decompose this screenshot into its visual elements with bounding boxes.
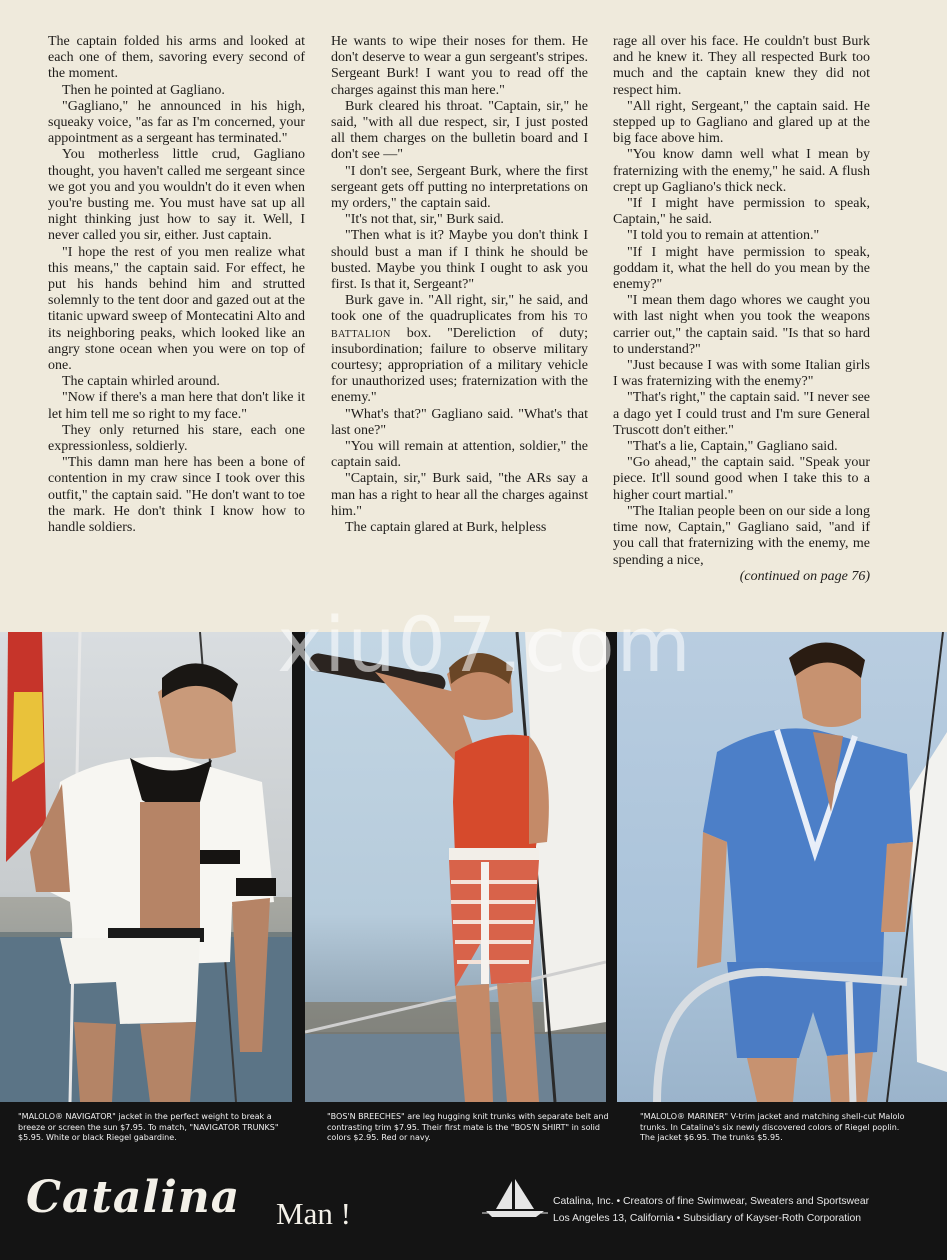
paragraph: "You know damn well what I mean by fraternizing with the enemy," he said. A flush crept up Gagliano's thick neck.	[613, 147, 870, 195]
small-caps-text: to battalion	[331, 309, 588, 341]
paragraph: The captain glared at Burk, helpless	[345, 520, 547, 536]
navigator-illustration	[0, 632, 292, 1102]
article-column-3	[613, 34, 870, 585]
paragraph: Then he pointed at Gagliano.	[62, 82, 225, 98]
paragraph: "Just because I was with some Italian girls I was fraternizing with the enemy?"	[613, 358, 870, 390]
navigator-caption: "MALOLO® NAVIGATOR" jacket in the perfect weight to break a breeze or screen the sun $7.95. To match, "NAVIGATOR TRUNKS" $5.95. White or black Riegel gabardine.	[18, 1112, 279, 1142]
paragraph: "I mean them dago whores we caught you with last night when you took the weapons carrier out," the captain said. "Is that so hard to understand?"	[613, 293, 870, 357]
paragraph: "I told you to remain at attention."	[627, 228, 820, 244]
continued-note: (continued on page 76)	[739, 568, 870, 584]
ship-logo-icon	[482, 1177, 548, 1217]
paragraph: "All right, Sergeant," the captain said. He stepped up to Gagliano and glared up at the big face above him.	[613, 98, 870, 147]
paragraph: The captain folded his arms and looked at each one of them, savoring every second of the moment.	[48, 34, 305, 82]
paragraph: "That's right," the captain said. "I never see a dago yet I could trust and I'm sure General Truscott don't either."	[613, 390, 870, 438]
paragraph: He wants to wipe their noses for them. He don't deserve to wear a gun sergeant's stripes. Sergeant Burk! I want you to read off the charges against this man here."	[331, 34, 588, 98]
paragraph-text: Burk gave in. "All right, sir," he said, and took one of the quadruplicates from his	[331, 293, 588, 325]
catalina-logo: Catalina	[26, 1172, 241, 1223]
catalina-advertisement	[0, 632, 947, 1260]
article-column-1	[48, 34, 305, 536]
paragraph: Burk cleared his throat. "Captain, sir," he said, "with all due respect, sir, I just posted all them charges on the bulletin board and I don't see —"	[331, 98, 588, 163]
paragraph: "You will remain at attention, soldier," the captain said.	[331, 439, 588, 471]
paragraph: "I hope the rest of you men realize what this means," the captain said. For effect, he put his hands behind him and strutted solemnly to the tent door and gazed out at the titanic upward sweep of Montecatini Alto and its neighboring peaks, which looked like an angry stone ocean when you were on top of one.	[48, 244, 305, 374]
bosn-caption: "BOS'N BREECHES" are leg hugging knit trunks with separate belt and contrasting trim $7.95. Their first mate is the "BOS'N SHIRT" in solid colors $2.95. Red or navy.	[327, 1112, 609, 1142]
paragraph: They only returned his stare, each one expressionless, soldierly.	[48, 422, 305, 455]
paragraph: "That's a lie, Captain," Gagliano said.	[627, 439, 838, 455]
paragraph	[331, 293, 588, 406]
paragraph: "What's that?" Gagliano said. "What's that last one?"	[331, 406, 588, 438]
bosn-illustration	[305, 632, 606, 1102]
paragraph: "Now if there's a man here that don't like it let him tell me so right to my face."	[48, 390, 305, 422]
paragraph: "It's not that, sir," Burk said.	[345, 212, 504, 228]
paragraph: You motherless little crud, Gagliano thought, you haven't called me sergeant since we got you and you wouldn't do it even when you're busting me. You must have sat up all night thinking just how to say it. Well, I never called you sir, either. Just captain.	[48, 147, 305, 244]
watermark-text: xiu07.com	[277, 600, 693, 689]
paragraph: "If I might have permission to speak, Captain," he said.	[613, 196, 870, 228]
paragraph: "If I might have permission to speak, goddam it, what the hell do you mean by the enemy?"	[613, 244, 870, 293]
paragraph: "I don't see, Sergeant Burk, where the first sergeant gets off putting no interpretations on my orders," the captain said.	[331, 163, 588, 212]
navigator-photo	[0, 632, 292, 1102]
article-column-2	[331, 34, 588, 536]
paragraph: "Gagliano," he announced in his high, squeaky voice, "as far as I'm concerned, your appointment as a sergeant has terminated."	[48, 98, 305, 147]
paragraph: rage all over his face. He couldn't bust Burk and he knew it. They all respected Burk too much and the captain knew they did not respect him.	[613, 34, 870, 98]
paragraph: "This damn man here has been a bone of contention in my craw since I took over this outfit," the captain said. "He don't want to toe the mark. He don't think I know how to handle soldiers.	[48, 455, 305, 536]
mariner-caption: "MALOLO® MARINER" V-trim jacket and matching shell-cut Malolo trunks. In Catalina's six newly discovered colors of Riegel poplin. The jacket $6.95. The trunks $5.95.	[640, 1112, 905, 1142]
bosn-breeches-photo	[305, 632, 606, 1102]
paragraph: "Captain, sir," Burk said, "the ARs say a man has a right to hear all the charges against him."	[331, 471, 588, 519]
paragraph-text: box. "Dereliction of duty; insubordination; failure to observe military courtesy; appropriation of a military vehicle for unauthorized uses; fraternization with the enemy."	[331, 325, 588, 406]
paragraph: The captain whirled around.	[62, 374, 220, 390]
paragraph: "Then what is it? Maybe you don't think I should bust a man if I think he should be busted. Maybe you think I ought to ask you first. Is that it, Sergeant?"	[331, 228, 588, 293]
paragraph: "The Italian people been on our side a long time now, Captain," Gagliano said, "and if you call that fraternizing with the enemy, me spending a nice,	[613, 503, 870, 568]
mariner-illustration	[617, 632, 947, 1102]
company-info	[553, 1193, 869, 1227]
company-line: Los Angeles 13, California • Subsidiary of Kayser-Roth Corporation	[553, 1213, 862, 1224]
mariner-photo	[617, 632, 947, 1102]
company-line: Catalina, Inc. • Creators of fine Swimwear, Sweaters and Sportswear	[553, 1196, 870, 1207]
logo-suffix: Man !	[276, 1196, 351, 1231]
paragraph: "Go ahead," the captain said. "Speak your piece. It'll sound good when I take this to a higher court martial."	[613, 455, 870, 503]
